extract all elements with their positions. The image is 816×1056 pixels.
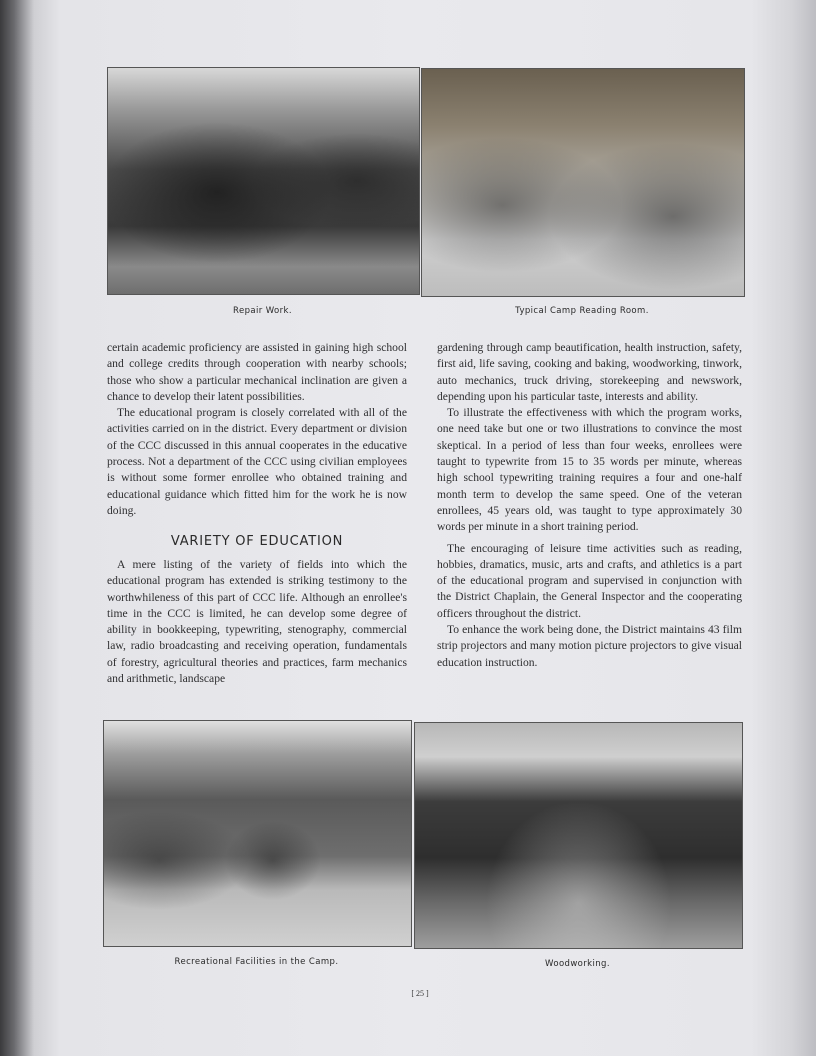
paragraph: gardening through camp beautification, health instruction, safety, first aid, life saving, cooking and baking, woodworking, tinwork, auto mechanics, truck driving, storekeeping and newswork, depending upon his particular taste, interests and ability. [437, 341, 742, 403]
paragraph: A mere listing of the variety of fields into which the educational program has extended is striking testimony to the worthwhileness of this part of CCC life. Although an enrollee's time in the CCC is limited, he can develop some degree of ability in bookkeeping, typewriting, stenography, commercial law, radio broadcasting and receiving operation, fundamentals of forestry, agricultural theories and practices, farm mechanics and arithmetic, landscape [107, 558, 407, 686]
section-heading: VARIETY OF EDUCATION [170, 534, 344, 549]
right-column [437, 340, 742, 671]
caption-repair-work: Repair Work. [233, 306, 292, 316]
left-column [107, 340, 407, 519]
page-number: [ 25 ] [411, 989, 429, 998]
photo-reading-room [421, 68, 745, 297]
photo-recreational-facilities [103, 720, 412, 947]
paragraph: To illustrate the effectiveness with which the program works, one need take but one or two illustrations to convince the most skeptical. In a period of less than four weeks, enrollees were taught to typewrite from 15 to 35 words per minute, whereas high school typewriting training requires a four and one-half month term to develop the same speed. One of the veteran enrollees, 45 years old, was taught to type approximately 30 words per minute in a short training period. [437, 406, 742, 534]
paragraph: certain academic proficiency are assisted in gaining high school and college credits through cooperation with nearby schools; those who show a particular mechanical inclination are given a chance to develop their latent possibilities. [107, 341, 407, 403]
caption-recreational-facilities: Recreational Facilities in the Camp. [174, 957, 339, 967]
left-column-section [107, 557, 407, 687]
photo-repair-work [107, 67, 420, 295]
paragraph: To enhance the work being done, the District maintains 43 film strip projectors and many motion picture projectors to give visual education instruction. [437, 623, 742, 669]
photo-woodworking [414, 722, 743, 949]
paragraph: The educational program is closely correlated with all of the activities carried on in the district. Every department or division of the CCC discussed in this annual cooperates in the educative process. Not a department of the CCC using civilian employees is without some former enrollee who obtained training and educational guidance which fitted him for the work he is now doing. [107, 406, 407, 517]
caption-woodworking: Woodworking. [545, 959, 610, 969]
paragraph: The encouraging of leisure time activities such as reading, hobbies, dramatics, music, arts and crafts, and athletics is a part of the educational program and supervised in conjunction with the District Chaplain, the General Inspector and the cooperating officers throughout the district. [437, 541, 742, 620]
caption-reading-room: Typical Camp Reading Room. [515, 306, 649, 316]
